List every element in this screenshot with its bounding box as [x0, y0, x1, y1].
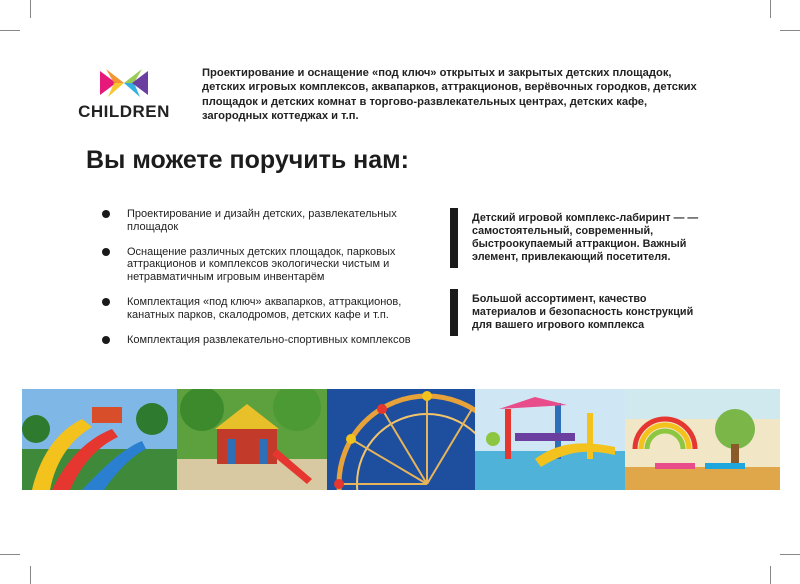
bullet-icon [102, 248, 110, 256]
list-item [100, 296, 430, 322]
bullet-icon [102, 210, 110, 218]
callout-quality [450, 293, 712, 332]
crop-mark [30, 566, 31, 584]
list-item-text: Проектирование и дизайн детских, развлекательных площадок [127, 208, 397, 233]
brand-name: CHILDREN [78, 102, 170, 121]
intro-text: Проектирование и оснащение «под ключ» открытых и закрытых детских площадок, детских игровых комплексов, аквапарков, аттракционов, верёвочных городков, детских площадок и детских комнат в торгово-развлекательных центрах, детских кафе, загородных коттеджах и т.п. [202, 67, 697, 122]
list-item-text: Оснащение различных детских площадок, парковых аттракционов и комплексов экологически чистым и нетравматичным игровым инвентарём [127, 245, 396, 284]
list-item [100, 208, 430, 234]
water-park-photo [475, 389, 625, 490]
crop-mark [780, 554, 800, 555]
water-slide-photo [22, 389, 177, 490]
list-item [100, 246, 430, 284]
list-item [100, 334, 430, 347]
crop-mark [0, 554, 20, 555]
services-list [100, 208, 430, 358]
crop-mark [780, 30, 800, 31]
page-title: Вы можете поручить нам: [86, 146, 409, 174]
crop-mark [770, 566, 771, 584]
brand-logo [78, 66, 170, 122]
bullet-icon [102, 336, 110, 344]
infinity-logo-icon [96, 66, 152, 100]
callout-bar [450, 208, 458, 268]
kids-room-photo [625, 389, 780, 490]
callout-labyrinth [450, 212, 704, 264]
list-item-text: Комплектация «под ключ» аквапарков, аттракционов, канатных парков, скалодромов, детских кафе и т.п. [127, 295, 402, 321]
callout-bar [450, 289, 458, 336]
callout-text: Большой ассортимент, качество материалов и безопасность конструкций для вашего игрового комплекса [472, 293, 694, 331]
playground-photo [177, 389, 327, 490]
crop-mark [770, 0, 771, 18]
photo-strip [22, 389, 780, 490]
crop-mark [30, 0, 31, 18]
ferris-wheel-photo [327, 389, 475, 490]
list-item-text: Комплектация развлекательно-спортивных комплексов [127, 333, 411, 346]
crop-mark [0, 30, 20, 31]
bullet-icon [102, 298, 110, 306]
callout-text: Детский игровой комплекс-лабиринт — — самостоятельный, современный, быстроокупаемый аттракцион. Важный элемент, привлекающий посетителя. [472, 212, 699, 263]
